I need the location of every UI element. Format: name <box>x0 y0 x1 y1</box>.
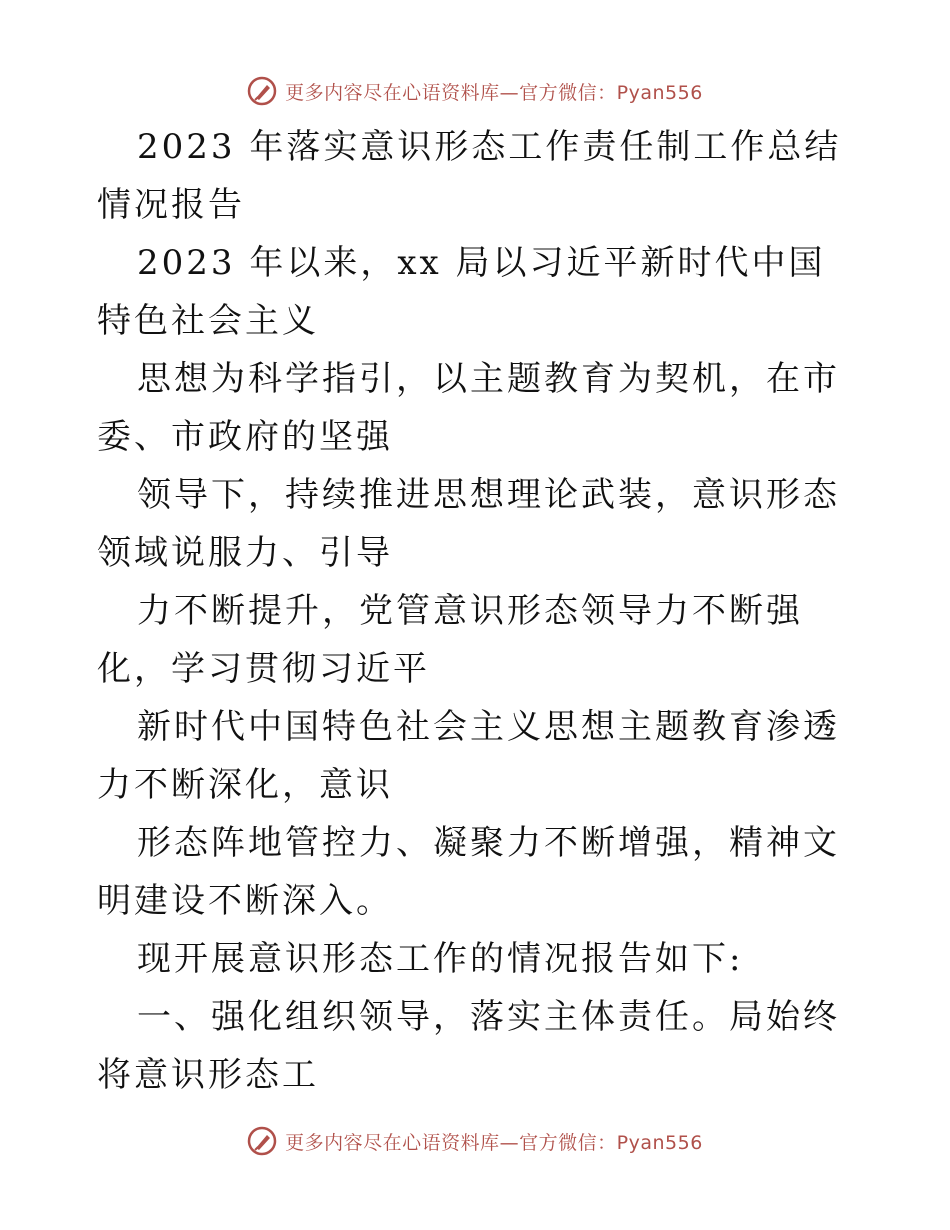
body-paragraph: 2023 年以来，xx 局以习近平新时代中国特色社会主义 <box>97 243 826 341</box>
footer-watermark <box>0 1121 950 1161</box>
quill-pen-logo-icon <box>247 1126 277 1156</box>
body-paragraph: 现开展意识形态工作的情况报告如下: <box>137 939 744 979</box>
section-heading: 一、强化组织领导，落实主体责任。局始终将意识形态工 <box>97 997 840 1095</box>
body-paragraph: 思想为科学指引，以主题教育为契机，在市委、市政府的坚强 <box>97 359 840 457</box>
body-paragraph: 形态阵地管控力、凝聚力不断增强，精神文明建设不断深入。 <box>97 823 840 921</box>
body-paragraph: 新时代中国特色社会主义思想主题教育渗透力不断深化，意识 <box>97 707 840 805</box>
watermark-text: 更多内容尽在心语资料库—官方微信：Pyan556 <box>285 81 703 104</box>
quill-pen-logo-icon <box>247 76 277 106</box>
document-body <box>97 118 857 1104</box>
body-paragraph: 领导下，持续推进思想理论武装，意识形态领域说服力、引导 <box>97 475 840 573</box>
header-watermark <box>0 71 950 111</box>
body-paragraph: 力不断提升，党管意识形态领导力不断强化，学习贯彻习近平 <box>97 591 803 689</box>
report-title: 2023 年落实意识形态工作责任制工作总结情况报告 <box>97 127 842 225</box>
watermark-text: 更多内容尽在心语资料库—官方微信：Pyan556 <box>285 1131 703 1154</box>
